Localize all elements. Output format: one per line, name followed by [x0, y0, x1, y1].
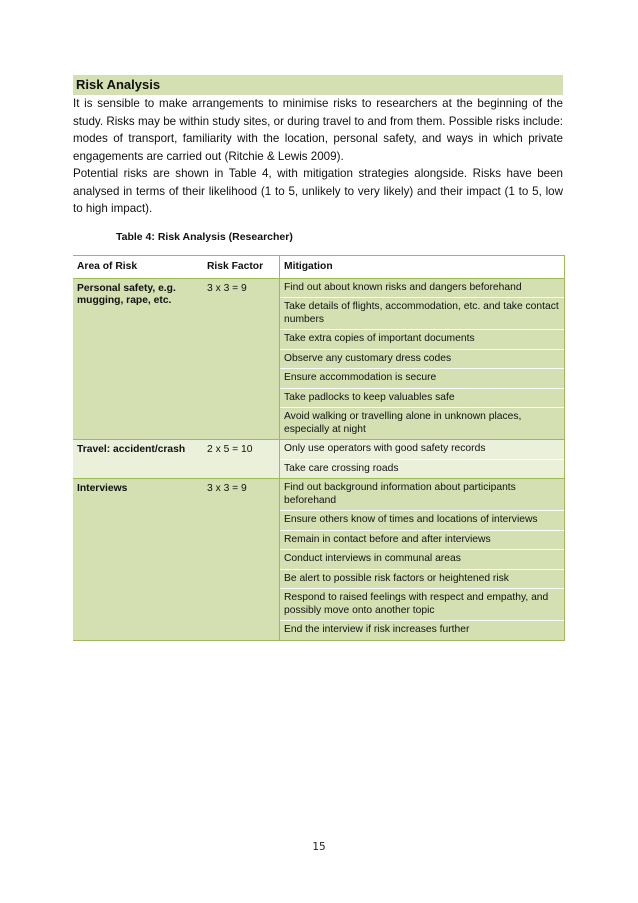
mitigation-item: Avoid walking or travelling alone in unknown places, especially at night: [284, 411, 522, 435]
mitigation-item: Observe any customary dress codes: [280, 350, 564, 370]
risk-area: Travel: accident/crash: [73, 440, 203, 479]
risk-area: Personal safety, e.g. mugging, rape, etc.: [73, 278, 203, 440]
mitigation-item: Be alert to possible risk factors or heightened risk: [280, 570, 564, 590]
mitigation-item: Respond to raised feelings with respect and empathy, and possibly move onto another topic: [280, 589, 564, 621]
mitigation-item: Take details of flights, accommodation, etc. and take contact numbers: [280, 298, 564, 330]
risk-factor: 3 x 3 = 9: [203, 479, 280, 641]
section-heading: Risk Analysis: [73, 75, 563, 95]
table-row: [73, 440, 565, 479]
mitigation-item: Find out background information about participants beforehand: [280, 479, 564, 511]
table-row: [73, 479, 565, 641]
mitigation-item: End the interview if risk increases further: [284, 624, 470, 635]
mitigation-cell: [280, 479, 565, 641]
risk-paragraph: Potential risks are shown in Table 4, with mitigation strategies alongside. Risks have been analysed in terms of their likelihood (1 to 5, unlikely to very likely) and their impact (1 to 5, low to high impact).: [73, 167, 563, 215]
risk-table: [73, 255, 565, 641]
mitigation-item: Take care crossing roads: [284, 462, 399, 474]
mitigation-cell: [280, 440, 565, 479]
mitigation-item: Ensure others know of times and locations of interviews: [280, 511, 564, 531]
mitigation-item: Only use operators with good safety records: [280, 440, 564, 460]
mitigation-item: Remain in contact before and after interviews: [280, 531, 564, 551]
mitigation-item: Find out about known risks and dangers beforehand: [280, 279, 564, 299]
header-mitigation: Mitigation: [280, 255, 565, 278]
header-area-of-risk: Area of Risk: [73, 255, 203, 278]
document-page: [73, 75, 563, 641]
mitigation-item: Conduct interviews in communal areas: [280, 550, 564, 570]
table-header-row: [73, 255, 565, 278]
page-number: 15: [312, 841, 326, 853]
risk-factor: 3 x 3 = 9: [203, 278, 280, 440]
mitigation-cell: [280, 278, 565, 440]
risk-area: Interviews: [73, 479, 203, 641]
intro-paragraph: It is sensible to make arrangements to minimise risks to researchers at the beginning of the study. Risks may be within study sites, or during travel to and from them. Possible risks include: modes of transport, familiarity with the location, personal safety, and ways in which private engagements are carried out (Ritchie & Lewis 2009).: [73, 97, 563, 163]
table-caption: Table 4: Risk Analysis (Researcher): [116, 230, 293, 243]
mitigation-item: Take padlocks to keep valuables safe: [280, 389, 564, 409]
table-row: [73, 278, 565, 440]
risk-factor: 2 x 5 = 10: [203, 440, 280, 479]
mitigation-item: Take extra copies of important documents: [280, 330, 564, 350]
mitigation-item: Ensure accommodation is secure: [280, 369, 564, 389]
header-risk-factor: Risk Factor: [203, 255, 280, 278]
